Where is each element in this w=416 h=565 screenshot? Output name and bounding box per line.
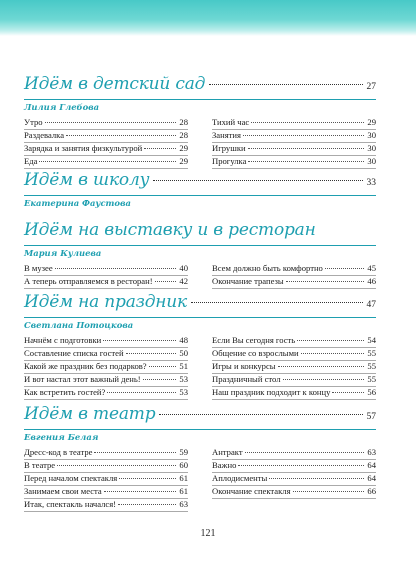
leader-dots [293,491,364,492]
section-rule [24,245,376,246]
entry-title: Утро [24,117,43,127]
entry-page: 51 [179,361,188,371]
entry-page: 63 [367,447,376,457]
entry-page: 28 [179,117,188,127]
entries-left-column [24,117,188,169]
section-title: Идём в детский сад [24,74,206,94]
leader-dots [107,392,176,393]
leader-dots [297,340,364,341]
leader-dots [119,478,176,479]
decorative-top-band [0,0,416,36]
section-page-number: 47 [366,300,376,310]
section-title: Идём в школу [24,170,150,190]
toc-entry [24,361,188,374]
section-author: Мария Кулиева [24,248,102,258]
toc-entry [24,486,188,499]
entry-page: 55 [367,374,376,384]
toc-entry [212,263,376,276]
entry-page: 56 [367,387,376,397]
section-rule [24,429,376,430]
entry-title: Наш праздник подходит к концу [212,387,331,397]
toc-entry [24,117,188,130]
toc-section-kindergarten [24,74,376,166]
entry-title: Дресс-код в театре [24,447,93,457]
section-entries [24,263,376,289]
entry-title: Если Вы сегодня гость [212,335,296,345]
toc-entry [24,473,188,486]
section-rule [24,317,376,318]
leader-dots [191,302,362,303]
entry-title: Какой же праздник без подарков? [24,361,147,371]
entry-page: 64 [367,473,376,483]
leader-dots [126,353,176,354]
entry-title: Аплодисменты [212,473,268,483]
toc-entry [212,117,376,130]
entry-page: 53 [179,374,188,384]
leader-dots [269,478,364,479]
entry-page: 60 [179,460,188,470]
entry-title: А теперь отправляемся в ресторан! [24,276,153,286]
toc-entry [212,473,376,486]
toc-entry [212,486,376,499]
section-page-number: 57 [366,412,376,422]
leader-dots [55,268,176,269]
entry-title: Начнём с подготовки [24,335,102,345]
entry-title: Итак, спектакль начался! [24,499,117,509]
entry-title: Занятия [212,130,241,140]
entry-page: 30 [367,143,376,153]
entry-page: 29 [367,117,376,127]
leader-dots [325,268,364,269]
toc-entry [212,335,376,348]
entry-page: 63 [179,499,188,509]
leader-dots [286,281,364,282]
entry-title: Перед началом спектакля [24,473,118,483]
leader-dots [143,379,176,380]
entry-page: 46 [367,276,376,286]
entry-page: 29 [179,156,188,166]
section-title: Идём в театр [24,404,156,424]
entry-title: В музее [24,263,53,273]
entry-page: 59 [179,447,188,457]
toc-entry [24,276,188,289]
section-title: Идём на праздник [24,292,188,312]
entry-title: Игры и конкурсы [212,361,276,371]
entry-title: Составление списка гостей [24,348,124,358]
entry-page: 50 [179,348,188,358]
entry-page: 28 [179,130,188,140]
entry-page: 48 [179,335,188,345]
leader-dots [153,180,362,181]
toc-entry [212,276,376,289]
toc-entry [24,263,188,276]
toc-entry [212,447,376,460]
entry-page: 42 [179,276,188,286]
entry-page: 54 [367,335,376,345]
leader-dots [283,379,365,380]
toc-entry [24,499,188,512]
toc-entry [212,143,376,156]
leader-dots [251,122,364,123]
leader-dots [248,161,364,162]
entry-title: Раздевалка [24,130,65,140]
section-heading [24,74,376,96]
entry-title: Праздничный стол [212,374,281,384]
leader-dots [301,353,364,354]
section-page-number: 33 [366,178,376,188]
toc-entry [24,460,188,473]
section-author: Светлана Потоцкова [24,320,134,330]
leader-dots [159,414,362,415]
leader-dots [332,392,364,393]
section-author: Евгения Белая [24,432,99,442]
entry-page: 55 [367,361,376,371]
section-author: Лилия Глебова [24,102,100,112]
entry-title: Зарядка и занятия физкультурой [24,143,143,153]
entry-title: Окончание трапезы [212,276,284,286]
entry-title: Тихий час [212,117,250,127]
entries-right-column [212,447,376,512]
entry-title: И вот настал этот важный день! [24,374,141,384]
entry-title: Как встретить гостей? [24,387,106,397]
leader-dots [45,122,176,123]
entries-right-column [212,335,376,400]
toc-entry [24,130,188,143]
entry-page: 61 [179,486,188,496]
toc-entry [24,335,188,348]
entries-left-column [24,335,188,400]
entry-page: 40 [179,263,188,273]
leader-dots [104,491,176,492]
entry-page: 61 [179,473,188,483]
toc-entry [24,143,188,156]
leader-dots [149,366,176,367]
entry-title: Всем должно быть комфортно [212,263,323,273]
entry-title: Антракт [212,447,243,457]
leader-dots [144,148,176,149]
toc-entry [212,156,376,169]
toc-entry [212,374,376,387]
section-heading [24,292,376,314]
toc-entry [24,374,188,387]
entry-page: 30 [367,156,376,166]
toc-entry [24,447,188,460]
section-heading [24,170,376,192]
section-heading [24,404,376,426]
section-title: Идём на выставку и в ресторан [24,220,316,240]
entry-title: Еда [24,156,38,166]
toc-entry [24,156,188,169]
toc-entry [212,348,376,361]
leader-dots [94,452,176,453]
entry-page: 45 [367,263,376,273]
leader-dots [278,366,364,367]
leader-dots [245,452,364,453]
toc-entry [24,348,188,361]
toc-entry [24,387,188,400]
entry-page: 30 [367,130,376,140]
entry-title: Прогулка [212,156,247,166]
leader-dots [209,84,362,85]
entry-title: Окончание спектакля [212,486,291,496]
leader-dots [238,465,364,466]
page-number: 121 [200,528,216,539]
toc-section-exhibition [24,220,376,286]
leader-dots [39,161,176,162]
toc-entry [212,387,376,400]
entries-right-column [212,263,376,289]
entry-title: Занимаем свои места [24,486,102,496]
leader-dots [118,504,176,505]
section-entries [24,117,376,169]
leader-dots [103,340,176,341]
leader-dots [248,148,364,149]
entries-left-column [24,263,188,289]
leader-dots [243,135,364,136]
entries-left-column [24,447,188,512]
section-rule [24,99,376,100]
section-entries [24,335,376,400]
leader-dots [155,281,176,282]
section-page-number: 27 [366,82,376,92]
entry-title: Игрушки [212,143,246,153]
entry-title: В театре [24,460,56,470]
entry-page: 64 [367,460,376,470]
section-rule [24,195,376,196]
toc-entry [212,130,376,143]
leader-dots [57,465,176,466]
table-of-contents [24,74,376,509]
toc-section-holiday [24,292,376,397]
toc-entry [212,361,376,374]
section-entries [24,447,376,512]
entry-page: 66 [367,486,376,496]
entries-right-column [212,117,376,169]
section-heading [24,220,376,242]
entry-page: 53 [179,387,188,397]
toc-section-school [24,170,376,212]
entry-page: 55 [367,348,376,358]
entry-title: Общение со взрослыми [212,348,299,358]
toc-section-theater [24,404,376,509]
entry-title: Важно [212,460,237,470]
entry-page: 29 [179,143,188,153]
toc-entry [212,460,376,473]
leader-dots [66,135,176,136]
section-author: Екатерина Фаустова [24,198,131,208]
